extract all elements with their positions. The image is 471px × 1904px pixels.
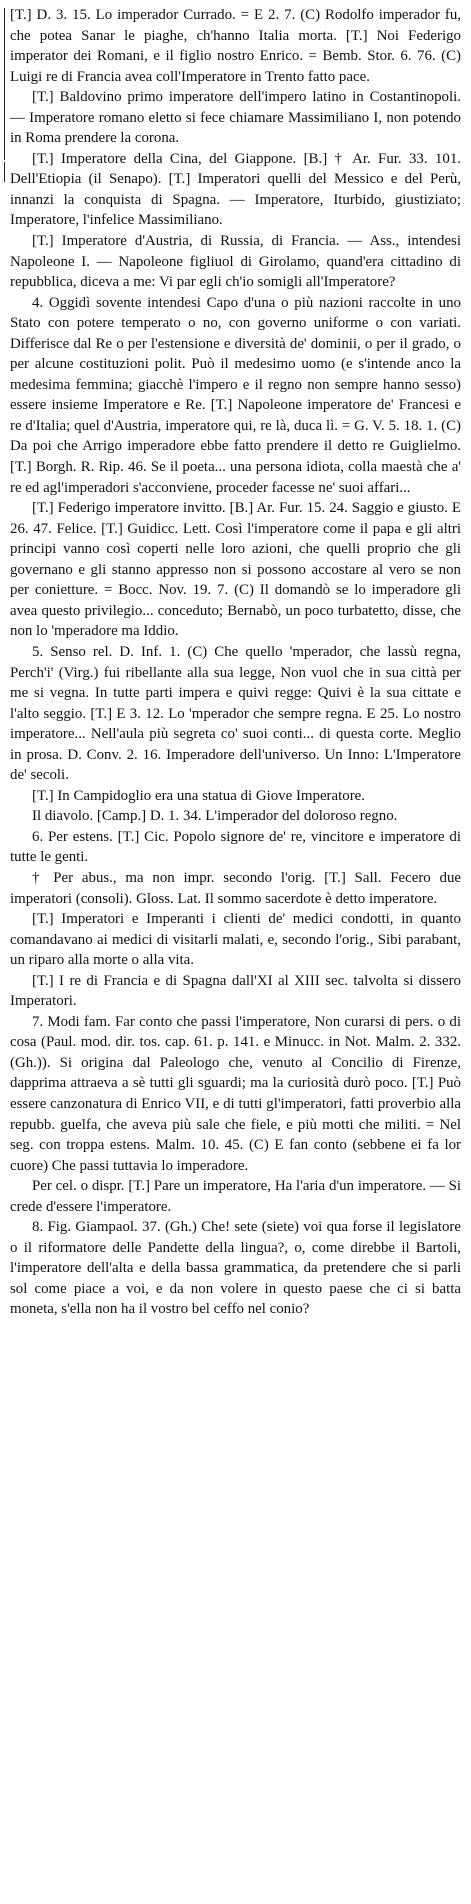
paragraph-3: [T.] Imperatore della Cina, del Giappone. [B.] † Ar. Fur. 33. 101. Dell'Etiopia (il Senapo). [T.] Imperatori quelli del Messico e del Perù, innanzi la conquista di Spagna. — Imperatore, Iturbido, giustiziato; Imperatore, l'infelice Massimiliano.	[10, 150, 461, 229]
paragraph-7: 5. Senso rel. D. Inf. 1. (C) Che quello 'mperador, che lassù regna, Perch'i' (Virg.) fui ribellante alla sua legge, Non vuol che in sua città per me si vegna. In tutte parti impera e quivi regge: Quivi è la sua cittate e l'alto seggio. [T.] E 3. 12. Lo 'mperador che sempre regna. E 25. Lo nostro imperatore... Nell'aula più segreta co' suoi conti... di questa corte. Meglio in prosa. D. Conv. 2. 16. Imperadore dell'universo. Un Inno: L'Imperatore de' secoli.	[10, 643, 461, 784]
paragraph-10: 6. Per estens. [T.] Cic. Popolo signore de' re, vincitore e imperatore di tutte le genti.	[10, 828, 461, 866]
paragraph-12: [T.] Imperatori e Imperanti i clienti de' medici condotti, in quanto comandavano ai medici di visitarli malati, e, secondo l'orig., Sibi parabant, un riparo alla morte o alla vita.	[10, 911, 461, 969]
margin-rule	[4, 8, 5, 160]
entry-text	[10, 5, 461, 1320]
paragraph-4: [T.] Imperatore d'Austria, di Russia, di Francia. — Ass., intendesi Napoleone I. — Napoleone figliuol di Girolamo, quand'era cittadino di repubblica, diceva a me: Vi par egli ch'io somigli all'Imperatore?	[10, 233, 461, 291]
paragraph-5: 4. Oggidì sovente intendesi Capo d'una o più nazioni raccolte in uno Stato con potere temperato o no, con governo uniforme o con variati. Differisce dal Re o per l'estensione e diversità de' dominii, o per il grado, o per alcune costituzioni polit. Può il medesimo uomo (e s'intende anco la medesima femmina; giacchè l'impero e il regno non sempre hanno sesso) essere insieme Imperatore e Re. [T.] Napoleone imperatore de' Francesi e re d'Italia; quel d'Austria, imperatore qui, re là, duca lì. = G. V. 5. 18. 1. (C) Da poi che Arrigo imperadore ebbe fatto prendere il detto re Guiglielmo. [T.] Borgh. R. Rip. 46. Se il poeta... una persona idiota, colla maestà che a' re ed agl'imperadori s'acconviene, proceder facesse ne' suoi affari...	[10, 294, 461, 496]
paragraph-9: Il diavolo. [Camp.] D. 1. 34. L'imperador del doloroso regno.	[32, 808, 398, 825]
paragraph-15: Per cel. o dispr. [T.] Pare un imperatore, Ha l'aria d'un imperatore. — Si crede d'essere l'imperatore.	[10, 1178, 461, 1215]
paragraph-13: [T.] I re di Francia e di Spagna dall'XI al XIII sec. talvolta si dissero Imperatori.	[10, 972, 461, 1010]
paragraph-6: [T.] Federigo imperatore invitto. [B.] Ar. Fur. 15. 24. Saggio e giusto. E 26. 47. Felice. [T.] Guidicc. Lett. Così l'imperatore come il papa e gli altri principi vanno così coperti nelle loro azioni, che quelli proprio che gli governano e gli stanno appresso non si possono accostare al vero se non per conietture. = Bocc. Nov. 19. 7. (C) Il domandò se lo imperadore gli avea questo privilegio... conceduto; Bernabò, un poco turbatetto, disse, che non lo 'mperadore ma Iddio.	[10, 500, 461, 640]
paragraph-8: [T.] In Campidoglio era una statua di Giove Imperatore.	[32, 787, 365, 804]
paragraph-16: 8. Fig. Giampaol. 37. (Gh.) Che! sete (siete) voi qua forse il legislatore o il riformatore delle Pandette della lingua?, o, come direbbe il Bartoli, l'imperatore dell'alta e della bassa grammatica, da pretendere che si parli sol come piace a voi, e da non volere in questo paese che ci si batta moneta, s'ella non ha il vostro bel ceffo nel conio?	[10, 1219, 461, 1318]
paragraph-1: [T.] D. 3. 15. Lo imperador Currado. = E 2. 7. (C) Rodolfo imperador fu, che potea Sanar le piaghe, ch'hanno Italia morta. [T.] Noi Federigo imperator dei Romani, e il figlio nostro Enrico. = Bemb. Stor. 6. 76. (C) Luigi re di Francia avea coll'Imperatore in Trento fatto pace.	[10, 7, 461, 85]
paragraph-2: [T.] Baldovino primo imperatore dell'impero latino in Costantinopoli. — Imperatore romano eletto si fece chiamare Massimiliano I, non potendo in Roma prendere la corona.	[10, 89, 461, 147]
paragraph-14: 7. Modi fam. Far conto che passi l'imperatore, Non curarsi di pers. o di cosa (Paul. mod. dir. tos. cap. 61. p. 141. e Minucc. in Not. Malm. 2. 332. (Gh.)). Si origina dal Paleologo che, venuto al Concilio di Firenze, dapprima attraeva a sè tutti gli sguardi; ma la curiosità durò poco. [T.] Può essere canzonatura di Enrico VII, e di tutti gl'imperatori, fatti proverbio alla repubb. guelfa, che aveva più sale che fiele, e più motti che militi. = Nel seg. con troppa estens. Malm. 10. 45. (C) E fan conto (sebbene ei fa lor cuore) Che passi tuttavia lo imperadore.	[10, 1013, 461, 1174]
paragraph-11: † Per abus., ma non impr. secondo l'orig. [T.] Sall. Fecero due imperatori (consoli). Gloss. Lat. Il sommo sacerdote è detto imperatore.	[10, 869, 461, 907]
margin-rule-2	[4, 162, 5, 182]
